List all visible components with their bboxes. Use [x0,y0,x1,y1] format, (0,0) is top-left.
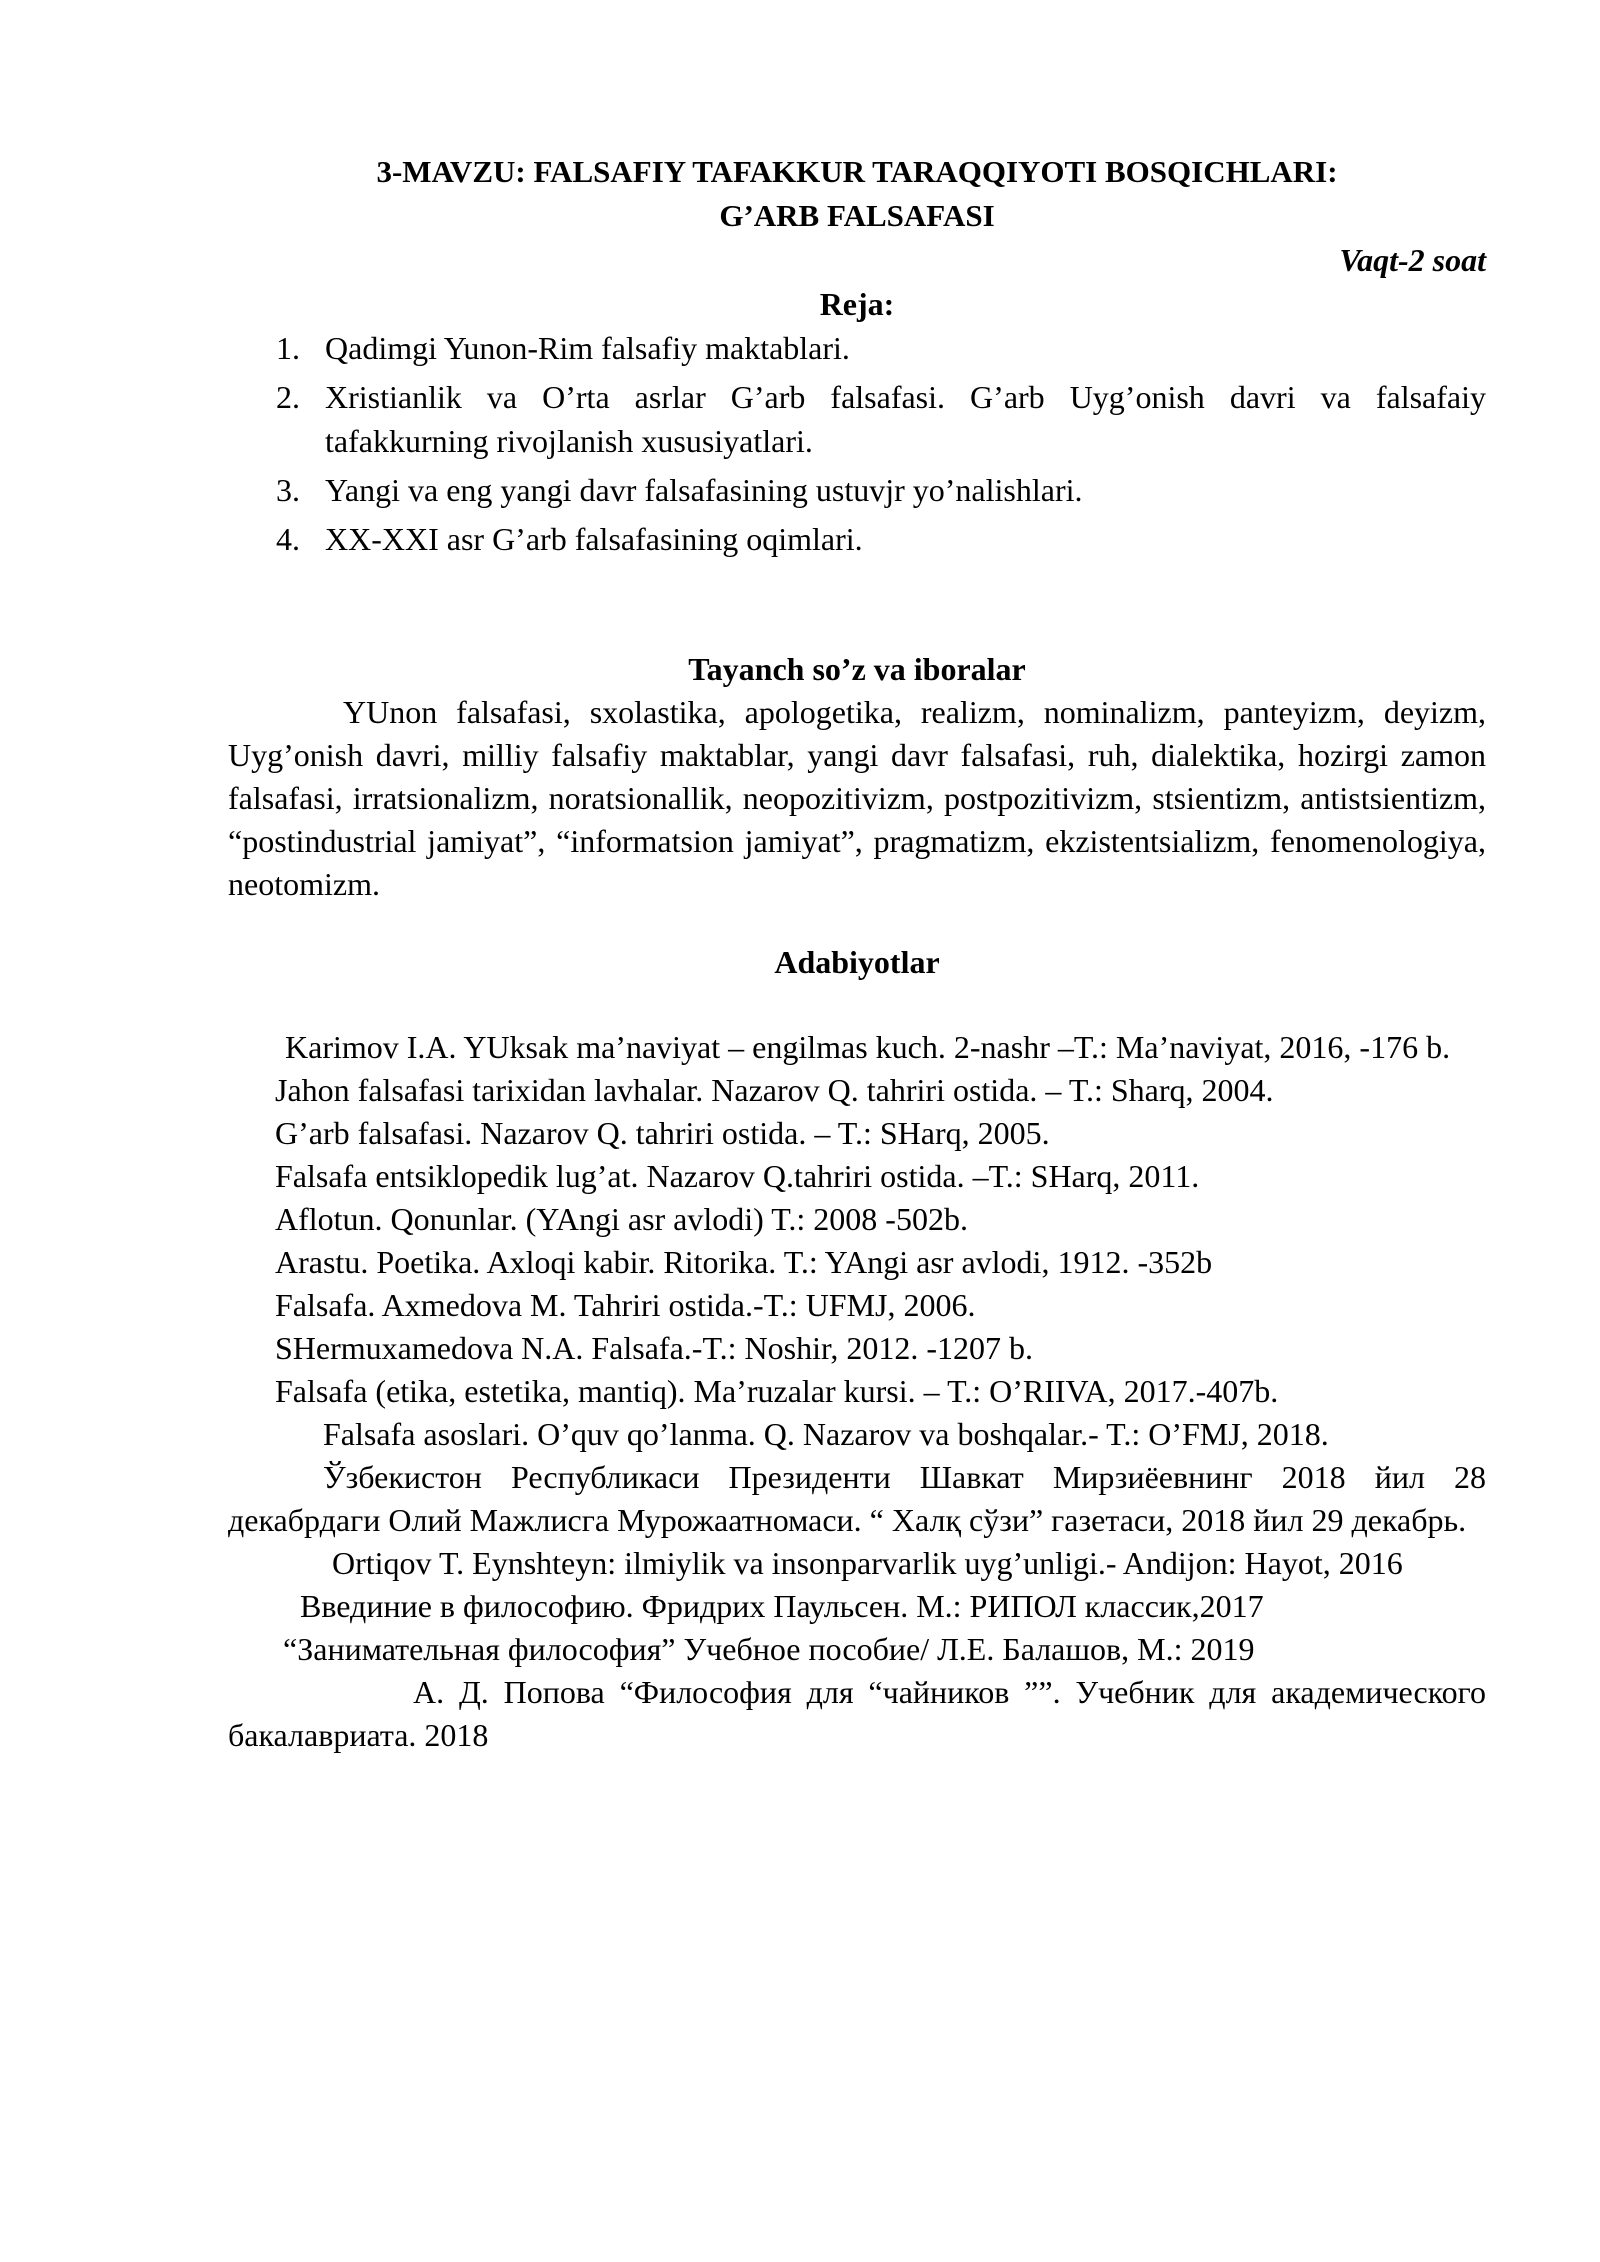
plan-item [228,517,1486,561]
reference-item: G’arb falsafasi. Nazarov Q. tahriri ostida. – T.: SHarq, 2005. [275,1115,1050,1151]
time-label: Vaqt-2 soat [1339,242,1486,278]
reference-item: Jahon falsafasi tarixidan lavhalar. Nazarov Q. tahriri ostida. – T.: Sharq, 2004. [275,1072,1274,1108]
keywords-heading: Tayanch so’z va iboralar [688,651,1026,687]
plan-list [228,326,1486,561]
topic-title-line-1: 3-MAVZU: FALSAFIY TAFAKKUR TARAQQIYOTI BOSQICHLARI: [376,154,1338,189]
reference-item: “Занимательная философия” Учебное пособие/ Л.Е. Балашов, М.: 2019 [283,1631,1255,1667]
plan-item-number: 4. [276,521,300,557]
plan-item [228,468,1486,512]
keywords-text: YUnon falsafasi, sxolastika, apologetika, realizm, nominalizm, panteyizm, deyizm, Uyg’onish davri, milliy falsafiy maktablar, yangi davr falsafasi, ruh, dialektika, hozirgi zamon falsafasi, irratsionalizm, noratsionallik, neopozitivizm, postpozitivizm, stsientizm, antistsientizm, “postindustrial jamiyat”, “informatsion jamiyat”, pragmatizm, ekzistentsializm, fenomenologiya, neotomizm. [228,694,1486,902]
reference-item: Falsafa. Axmedova M. Tahriri ostida.-T.: UFMJ, 2006. [275,1287,976,1323]
reference-item: Aflotun. Qonunlar. (YAngi asr avlodi) T.: 2008 -502b. [275,1201,968,1237]
reference-item: Falsafa asoslari. O’quv qo’lanma. Q. Nazarov va boshqalar.- T.: O’FMJ, 2018. [323,1416,1329,1452]
reference-item: Ortiqov T. Eynshteyn: ilmiylik va insonparvarlik uyg’unligi.- Andijon: Hayot, 2016 [332,1545,1403,1581]
topic-title-line-2: G’ARB FALSAFASI [719,198,995,233]
reference-item: Ўзбекистон Республикаси Президенти Шавкат Мирзиёевнинг 2018 йил 28 декабрдаги Олий Мажлисга Мурожаатномаси. “ Халқ сўзи” газетаси, 2018 йил 29 декабрь. [228,1459,1486,1538]
plan-item-text: Yangi va eng yangi davr falsafasining ustuvjr yo’nalishlari. [325,472,1083,508]
document-page [228,150,1486,1757]
plan-item-text: XX-XXI asr G’arb falsafasining oqimlari. [325,521,863,557]
reference-item: А. Д. Попова “Философия для “чайников ””. Учебник для академического бакалавриата. 2018 [228,1674,1486,1753]
plan-item [228,375,1486,463]
reference-item: Введиние в философию. Фридрих Паульсен. М.: РИПОЛ классик,2017 [300,1588,1264,1624]
plan-item-number: 3. [276,472,300,508]
plan-item-text: Xristianlik va O’rta asrlar G’arb falsafasi. G’arb Uyg’onish davri va falsafaiy tafakkurning rivojlanish xususiyatlari. [325,379,1486,459]
reference-item: Falsafa entsiklopedik lug’at. Nazarov Q.tahriri ostida. –T.: SHarq, 2011. [275,1158,1200,1194]
plan-item [228,326,1486,370]
reference-item: Karimov I.A. YUksak ma’naviyat – engilmas kuch. 2-nashr –T.: Ma’naviyat, 2016, -176 b. [285,1029,1451,1065]
plan-item-text: Qadimgi Yunon-Rim falsafiy maktablari. [325,330,850,366]
plan-item-number: 1. [276,330,300,366]
references-list [228,1026,1486,1757]
plan-item-number: 2. [276,379,300,415]
references-heading: Adabiyotlar [774,944,940,980]
reference-item: Falsafa (etika, estetika, mantiq). Ma’ruzalar kursi. – T.: O’RIIVA, 2017.-407b. [275,1373,1279,1409]
plan-heading: Reja: [819,286,895,322]
reference-item: Arastu. Poetika. Axloqi kabir. Ritorika. T.: YAngi asr avlodi, 1912. -352b [275,1244,1213,1280]
reference-item: SHermuxamedova N.A. Falsafa.-T.: Noshir, 2012. -1207 b. [275,1330,1033,1366]
